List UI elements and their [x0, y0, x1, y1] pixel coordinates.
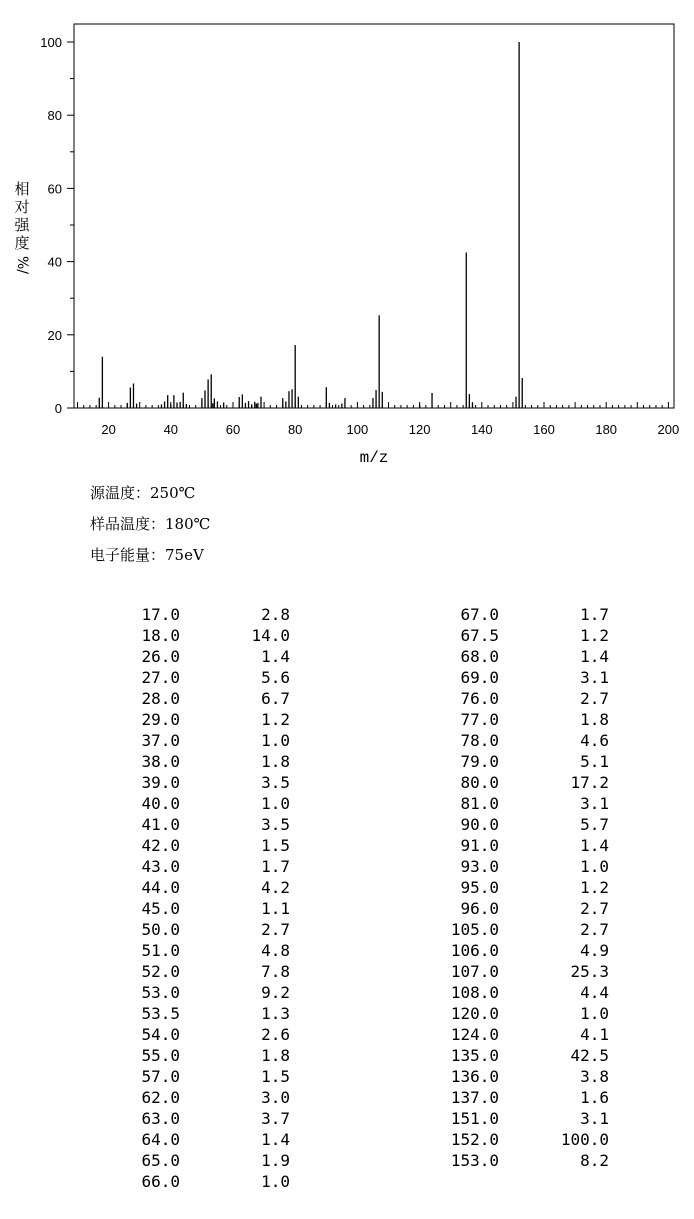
- mz-value: 91.0: [460, 836, 499, 855]
- relative-abundance: 1.0: [580, 857, 609, 876]
- mz-value: 120.0: [450, 1004, 499, 1023]
- mz-value: 96.0: [460, 899, 499, 918]
- mz-value: 65.0: [141, 1151, 180, 1170]
- table-row: [409, 814, 609, 835]
- relative-abundance: 1.0: [261, 731, 290, 750]
- mz-value: 79.0: [460, 752, 499, 771]
- relative-abundance: 1.4: [580, 836, 609, 855]
- table-row: [409, 646, 609, 667]
- relative-abundance: 7.8: [261, 962, 290, 981]
- relative-abundance: 4.8: [261, 941, 290, 960]
- y-axis-label-char: 强: [14, 216, 30, 234]
- relative-abundance: 5.1: [580, 752, 609, 771]
- x-tick-label: 120: [408, 422, 431, 437]
- relative-abundance: 1.0: [261, 1172, 290, 1191]
- y-tick-label: 40: [47, 254, 62, 270]
- relative-abundance: 1.9: [261, 1151, 290, 1170]
- table-row: [409, 667, 609, 688]
- mz-value: 52.0: [141, 962, 180, 981]
- mz-value: 38.0: [141, 752, 180, 771]
- relative-abundance: 4.1: [580, 1025, 609, 1044]
- relative-abundance: 14.0: [251, 626, 290, 645]
- relative-abundance: 3.5: [261, 815, 290, 834]
- table-row: [90, 604, 290, 625]
- mz-value: 28.0: [141, 689, 180, 708]
- relative-abundance: 2.7: [580, 899, 609, 918]
- relative-abundance: 1.8: [261, 1046, 290, 1065]
- table-row: [90, 1171, 290, 1192]
- y-tick-label: 60: [47, 181, 62, 197]
- y-tick-label: 0: [54, 401, 62, 416]
- relative-abundance: 3.0: [261, 1088, 290, 1107]
- mz-value: 67.0: [460, 605, 499, 624]
- relative-abundance: 2.7: [580, 689, 609, 708]
- table-row: [90, 625, 290, 646]
- mz-value: 27.0: [141, 668, 180, 687]
- mz-value: 37.0: [141, 731, 180, 750]
- relative-abundance: 4.6: [580, 731, 609, 750]
- relative-abundance: 1.0: [580, 1004, 609, 1023]
- x-tick-label: 80: [287, 422, 303, 437]
- table-row: [409, 919, 609, 940]
- mz-value: 17.0: [141, 605, 180, 624]
- relative-abundance: 5.6: [261, 668, 290, 687]
- table-row: [90, 1108, 290, 1129]
- table-row: [409, 1087, 609, 1108]
- peak-bars: [99, 42, 522, 408]
- mz-value: 26.0: [141, 647, 180, 666]
- mz-value: 77.0: [460, 710, 499, 729]
- mz-value: 81.0: [460, 794, 499, 813]
- table-row: [90, 1003, 290, 1024]
- relative-abundance: 5.7: [580, 815, 609, 834]
- relative-abundance: 4.4: [580, 983, 609, 1002]
- table-row: [90, 751, 290, 772]
- y-tick-label: 100: [40, 35, 62, 50]
- table-row: [409, 856, 609, 877]
- table-row: [409, 961, 609, 982]
- table-row: [90, 814, 290, 835]
- table-row: [409, 688, 609, 709]
- mz-value: 80.0: [460, 773, 499, 792]
- x-tick-label: 20: [101, 422, 116, 437]
- mz-value: 40.0: [141, 794, 180, 813]
- table-row: [409, 793, 609, 814]
- mz-value: 124.0: [450, 1025, 499, 1044]
- x-tick-label: 200: [657, 422, 680, 437]
- mz-value: 108.0: [450, 983, 499, 1002]
- table-row: [90, 772, 290, 793]
- x-tick-label: 100: [346, 422, 369, 437]
- experiment-conditions: [90, 478, 210, 571]
- x-tick-label: 140: [470, 422, 493, 437]
- relative-abundance: 3.5: [261, 773, 290, 792]
- relative-abundance: 8.2: [580, 1151, 609, 1170]
- table-row: [409, 982, 609, 1003]
- table-row: [409, 1066, 609, 1087]
- relative-abundance: 3.1: [580, 794, 609, 813]
- relative-abundance: 9.2: [261, 983, 290, 1002]
- table-row: [90, 898, 290, 919]
- table-row: [90, 1066, 290, 1087]
- relative-abundance: 1.5: [261, 836, 290, 855]
- mz-value: 64.0: [141, 1130, 180, 1149]
- relative-abundance: 17.2: [570, 773, 609, 792]
- mz-value: 95.0: [460, 878, 499, 897]
- x-tick-label: 160: [533, 422, 555, 437]
- table-row: [90, 961, 290, 982]
- table-row: [90, 646, 290, 667]
- table-row: [90, 667, 290, 688]
- x-tick-label: 180: [595, 422, 618, 437]
- relative-abundance: 1.4: [261, 1130, 290, 1149]
- table-row: [409, 1129, 609, 1150]
- relative-abundance: 1.2: [580, 626, 609, 645]
- mz-value: 42.0: [141, 836, 180, 855]
- mz-value: 45.0: [141, 899, 180, 918]
- mz-value: 50.0: [141, 920, 180, 939]
- table-row: [409, 772, 609, 793]
- relative-abundance: 1.4: [580, 647, 609, 666]
- relative-abundance: 42.5: [570, 1046, 609, 1065]
- relative-abundance: 1.2: [580, 878, 609, 897]
- table-row: [90, 1150, 290, 1171]
- mz-value: 18.0: [141, 626, 180, 645]
- mz-value: 135.0: [450, 1046, 499, 1065]
- relative-abundance: 1.3: [261, 1004, 290, 1023]
- mz-value: 41.0: [141, 815, 180, 834]
- y-axis-label-unit: %/: [14, 255, 30, 275]
- table-row: [409, 835, 609, 856]
- mz-value: 90.0: [460, 815, 499, 834]
- relative-abundance: 1.2: [261, 710, 290, 729]
- relative-abundance: 3.1: [580, 1109, 609, 1128]
- peak-table-right: [409, 604, 609, 1171]
- table-row: [409, 730, 609, 751]
- table-row: [90, 919, 290, 940]
- y-axis-label-char: 相: [14, 180, 30, 198]
- table-row: [409, 1045, 609, 1066]
- mz-value: 137.0: [450, 1088, 499, 1107]
- table-row: [90, 982, 290, 1003]
- relative-abundance: 100.0: [560, 1130, 609, 1149]
- table-row: [90, 835, 290, 856]
- table-row: [409, 604, 609, 625]
- mz-value: 54.0: [141, 1025, 180, 1044]
- relative-abundance: 1.8: [580, 710, 609, 729]
- y-axis-label-char: 对: [14, 198, 30, 216]
- mz-value: 53.0: [141, 983, 180, 1002]
- table-row: [90, 1045, 290, 1066]
- table-row: [409, 1108, 609, 1129]
- plot-frame: [74, 24, 674, 408]
- mz-value: 44.0: [141, 878, 180, 897]
- table-row: [409, 1003, 609, 1024]
- table-row: [409, 1150, 609, 1171]
- mz-value: 76.0: [460, 689, 499, 708]
- mz-value: 136.0: [450, 1067, 499, 1086]
- table-row: [409, 877, 609, 898]
- source-temperature: 源温度：250℃: [90, 484, 196, 502]
- mz-value: 57.0: [141, 1067, 180, 1086]
- table-row: [90, 688, 290, 709]
- mz-value: 153.0: [450, 1151, 499, 1170]
- table-row: [409, 1024, 609, 1045]
- mz-value: 66.0: [141, 1172, 180, 1191]
- relative-abundance: 4.9: [580, 941, 609, 960]
- x-tick-label: 60: [225, 422, 241, 437]
- relative-abundance: 4.2: [261, 878, 290, 897]
- mz-value: 39.0: [141, 773, 180, 792]
- y-axis-label-char: 度: [14, 234, 30, 252]
- mz-value: 43.0: [141, 857, 180, 876]
- table-row: [90, 1129, 290, 1150]
- mz-value: 51.0: [141, 941, 180, 960]
- table-row: [90, 793, 290, 814]
- relative-abundance: 25.3: [570, 962, 609, 981]
- mz-value: 29.0: [141, 710, 180, 729]
- table-row: [90, 877, 290, 898]
- relative-abundance: 1.5: [261, 1067, 290, 1086]
- table-row: [90, 1087, 290, 1108]
- relative-abundance: 2.7: [261, 920, 290, 939]
- mass-spectrum-chart: [0, 0, 694, 470]
- relative-abundance: 3.8: [580, 1067, 609, 1086]
- mz-value: 78.0: [460, 731, 499, 750]
- table-row: [409, 709, 609, 730]
- sample-temperature: 样品温度：180℃: [90, 515, 211, 533]
- table-row: [90, 856, 290, 877]
- mz-value: 106.0: [450, 941, 499, 960]
- table-row: [90, 730, 290, 751]
- peak-table-left: [90, 604, 290, 1192]
- table-row: [409, 625, 609, 646]
- relative-abundance: 2.7: [580, 920, 609, 939]
- y-axis-label: [10, 180, 34, 274]
- mz-value: 63.0: [141, 1109, 180, 1128]
- electron-energy: 电子能量：75eV: [90, 546, 204, 564]
- relative-abundance: 3.1: [580, 668, 609, 687]
- mz-value: 152.0: [450, 1130, 499, 1149]
- mz-value: 68.0: [460, 647, 499, 666]
- relative-abundance: 1.4: [261, 647, 290, 666]
- mz-value: 107.0: [450, 962, 499, 981]
- table-row: [409, 751, 609, 772]
- relative-abundance: 1.1: [261, 899, 290, 918]
- relative-abundance: 3.7: [261, 1109, 290, 1128]
- mz-value: 69.0: [460, 668, 499, 687]
- table-row: [90, 940, 290, 961]
- table-row: [90, 709, 290, 730]
- mz-value: 55.0: [141, 1046, 180, 1065]
- x-tick-label: 40: [163, 422, 179, 437]
- y-tick-label: 20: [47, 327, 62, 343]
- relative-abundance: 1.8: [261, 752, 290, 771]
- relative-abundance: 1.7: [261, 857, 290, 876]
- mz-value: 67.5: [460, 626, 499, 645]
- y-axis: [40, 35, 74, 416]
- relative-abundance: 2.6: [261, 1025, 290, 1044]
- relative-abundance: 1.0: [261, 794, 290, 813]
- relative-abundance: 1.6: [580, 1088, 609, 1107]
- mz-value: 53.5: [141, 1004, 180, 1023]
- mz-value: 93.0: [460, 857, 499, 876]
- table-row: [409, 898, 609, 919]
- table-row: [90, 1024, 290, 1045]
- mz-value: 105.0: [450, 920, 499, 939]
- relative-abundance: 2.8: [261, 605, 290, 624]
- mz-value: 151.0: [450, 1109, 499, 1128]
- relative-abundance: 1.7: [580, 605, 609, 624]
- mz-value: 62.0: [141, 1088, 180, 1107]
- relative-abundance: 6.7: [261, 689, 290, 708]
- table-row: [409, 940, 609, 961]
- x-axis-label: m/z: [359, 449, 389, 467]
- y-tick-label: 80: [47, 108, 62, 124]
